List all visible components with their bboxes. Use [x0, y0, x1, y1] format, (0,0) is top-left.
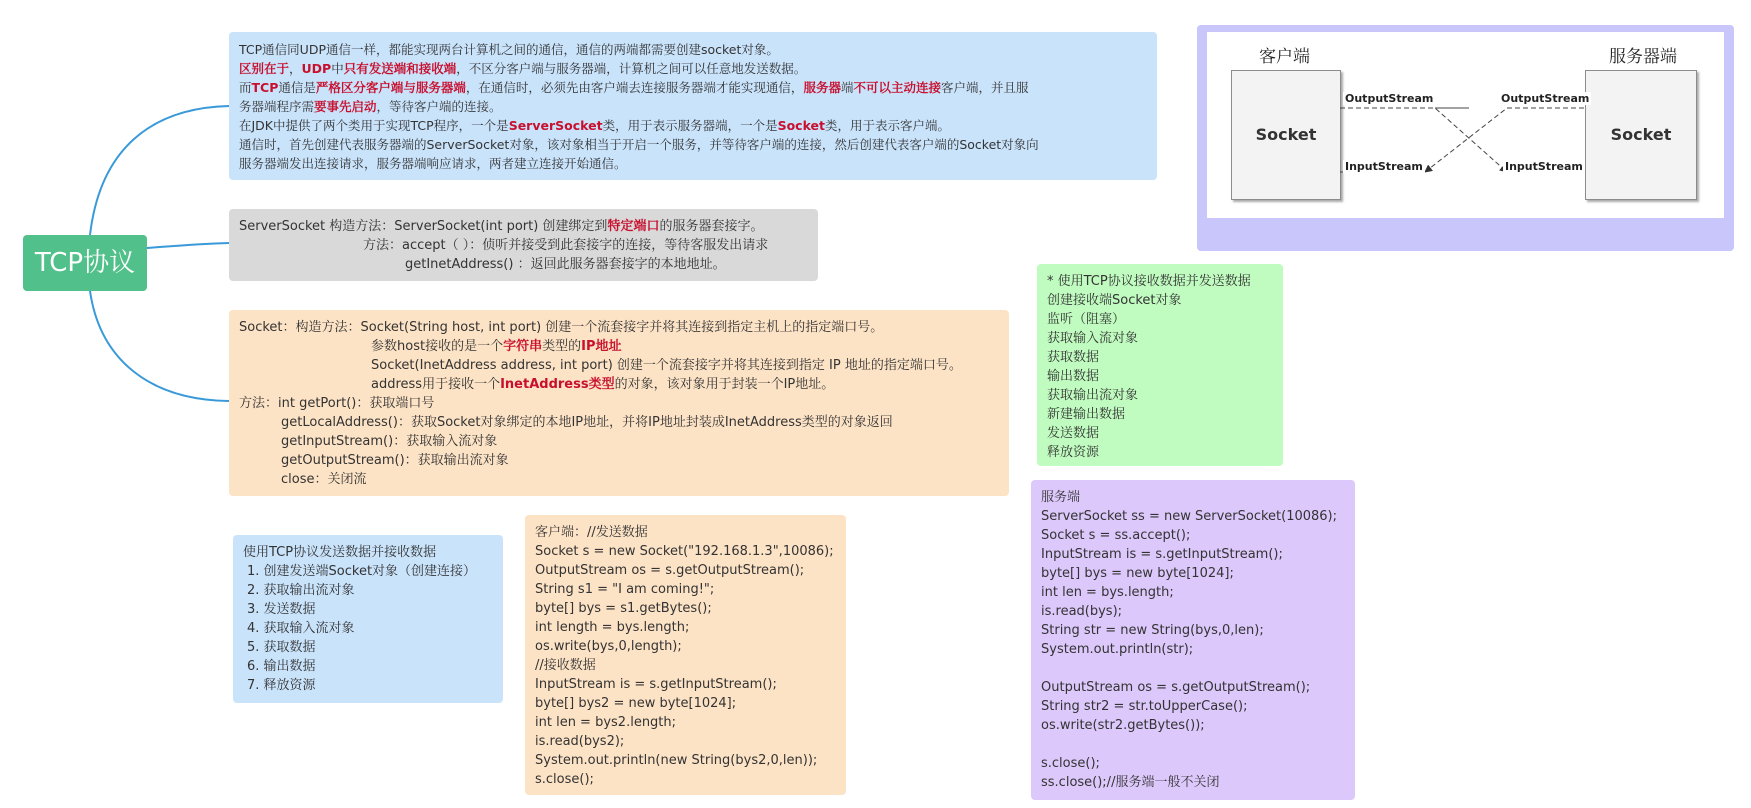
intro-text: 中 — [331, 61, 344, 76]
code-line: byte[] bys = new byte[1024]; — [1041, 566, 1234, 581]
socket-line-9: close：关闭流 — [281, 472, 367, 487]
socket-text: address用于接收一个 — [371, 377, 501, 392]
client-socket-box: Socket — [1231, 70, 1341, 200]
socket-text: 参数host接收的是一个 — [371, 339, 504, 354]
intro-emphasis: 区别在于 — [239, 61, 290, 76]
intro-text: ，不区分客户端与服务器端，计算机之间可以任意地发送数据。 — [456, 61, 807, 76]
code-line: //接收数据 — [535, 658, 596, 673]
code-line: int len = bys2.length; — [535, 715, 677, 730]
receive-steps-title: * 使用TCP协议接收数据并发送数据 — [1047, 274, 1251, 289]
socket-text: 类型的 — [542, 339, 582, 354]
client-code-note[interactable] — [525, 515, 846, 795]
list-item: 获取输出流对象 — [1047, 388, 1139, 403]
intro-text: 而 — [239, 80, 252, 95]
root-topic[interactable]: TCP协议 — [23, 235, 147, 291]
socket-line-4 — [239, 375, 999, 394]
list-item: 7. 释放资源 — [247, 678, 316, 693]
list-item: 获取输入流对象 — [1047, 331, 1139, 346]
list-item: 创建接收端Socket对象 — [1047, 293, 1182, 308]
code-line: ServerSocket ss = new ServerSocket(10086); — [1041, 509, 1338, 524]
code-line: is.read(bys); — [1041, 604, 1123, 619]
intro-text: 类，用于表示客户端。 — [825, 118, 951, 133]
serversocket-text: 的服务器套接字。 — [659, 219, 764, 234]
list-item: 4. 获取输入流对象 — [247, 621, 355, 636]
serversocket-text: ServerSocket 构造方法：ServerSocket(int port) 创建绑定到 — [239, 219, 608, 234]
intro-emphasis: 只有发送端和接收端 — [343, 61, 457, 76]
intro-text: ，在通信时，必须先由客户端去连接服务器端才能实现通信， — [465, 80, 804, 95]
send-steps-title: 使用TCP协议发送数据并接收数据 — [243, 545, 437, 560]
client-inputstream-label: InputStream — [1345, 160, 1423, 173]
intro-emphasis: UDP — [301, 61, 332, 76]
code-line: byte[] bys2 = new byte[1024]; — [535, 696, 737, 711]
intro-line-2 — [239, 59, 1147, 78]
intro-text: 端 — [840, 80, 854, 95]
code-line: ss.close();//服务端一般不关闭 — [1041, 775, 1220, 790]
socket-emphasis: InetAddress类型 — [500, 377, 615, 392]
intro-text: 通信是 — [278, 80, 316, 95]
code-line: int length = bys.length; — [535, 620, 690, 635]
code-line — [1041, 735, 1345, 754]
server-socket-box: Socket — [1585, 70, 1697, 200]
client-label: 客户端 — [1259, 47, 1310, 67]
server-label: 服务器端 — [1609, 47, 1677, 67]
list-item: 监听（阻塞） — [1047, 312, 1126, 327]
intro-line-7: 服务器端发出连接请求，服务器端响应请求，两者建立连接开始通信。 — [239, 156, 627, 171]
code-line: int len = bys.length; — [1041, 585, 1174, 600]
code-line: Socket s = new Socket("192.168.1.3",10086); — [535, 544, 834, 559]
intro-emphasis: TCP — [251, 80, 279, 95]
socket-line-5: 方法：int getPort()：获取端口号 — [239, 396, 435, 411]
code-line: InputStream is = s.getInputStream(); — [535, 677, 777, 692]
receive-steps-note[interactable] — [1037, 264, 1283, 466]
list-item: 获取数据 — [1047, 350, 1100, 365]
list-item: 5. 获取数据 — [247, 640, 316, 655]
intro-line-3 — [239, 78, 1147, 97]
client-outputstream-label: OutputStream — [1345, 92, 1434, 105]
code-line: byte[] bys = s1.getBytes(); — [535, 601, 712, 616]
list-item: 发送数据 — [1047, 426, 1100, 441]
serversocket-line-2: 方法：accept（ ）：侦听并接受到此套接字的连接，等待客服发出请求 — [363, 238, 769, 253]
intro-text: 务器端程序需 — [239, 99, 315, 114]
code-line: OutputStream os = s.getOutputStream(); — [535, 563, 805, 578]
send-steps-note[interactable] — [233, 535, 503, 703]
intro-text: 客户端，并且服 — [940, 80, 1029, 95]
list-item: 新建输出数据 — [1047, 407, 1126, 422]
intro-text: 在JDK中提供了两个类用于实现TCP程序，一个是 — [239, 118, 509, 133]
code-line: os.write(str2.getBytes()); — [1041, 718, 1205, 733]
stream-arrows — [1207, 32, 1724, 218]
intro-emphasis: Socket — [777, 118, 826, 133]
code-line: s.close(); — [1041, 756, 1100, 771]
socket-line-3: Socket(InetAddress address, int port) 创建一个流套接字并将其连接到指定 IP 地址的指定端口号。 — [371, 358, 962, 373]
code-line: os.write(bys,0,length); — [535, 639, 682, 654]
intro-note[interactable] — [229, 32, 1157, 180]
intro-emphasis: 严格区分客户端与服务器端 — [315, 80, 466, 95]
intro-text: 类，用于表示服务器端，一个是 — [602, 118, 778, 133]
code-line: System.out.println(str); — [1041, 642, 1194, 657]
intro-line-4 — [239, 97, 1147, 116]
list-item: 释放资源 — [1047, 445, 1100, 460]
socket-figure — [1207, 32, 1724, 218]
code-line: InputStream is = s.getInputStream(); — [1041, 547, 1283, 562]
code-line: s.close(); — [535, 772, 594, 787]
code-line: 服务端 — [1041, 490, 1081, 505]
socket-emphasis: 字符串 — [503, 339, 543, 354]
socket-line-2 — [239, 337, 999, 356]
server-inputstream-label: InputStream — [1505, 160, 1583, 173]
list-item: 2. 获取输出流对象 — [247, 583, 355, 598]
code-line: 客户端：//发送数据 — [535, 525, 648, 540]
intro-line-1: TCP通信同UDP通信一样，都能实现两台计算机之间的通信，通信的两端都需要创建socket对象。 — [239, 42, 779, 57]
intro-emphasis: 不可以主动连接 — [853, 80, 941, 95]
intro-line-5 — [239, 116, 1147, 135]
connector-socket — [90, 291, 229, 401]
code-line: String str2 = str.toUpperCase(); — [1041, 699, 1248, 714]
socket-text: 的对象，该对象用于封装一个IP地址。 — [614, 377, 835, 392]
code-line: OutputStream os = s.getOutputStream(); — [1041, 680, 1311, 695]
serversocket-note[interactable] — [229, 209, 818, 281]
list-item: 6. 输出数据 — [247, 659, 316, 674]
code-line: String str = new String(bys,0,len); — [1041, 623, 1264, 638]
intro-line-6: 通信时，首先创建代表服务器端的ServerSocket对象，该对象相当于开启一个服务，并等待客户端的连接，然后创建代表客户端的Socket对象向 — [239, 137, 1039, 152]
connector-serversocket — [147, 243, 229, 248]
server-code-note[interactable] — [1031, 480, 1355, 800]
serversocket-emphasis: 特定端口 — [607, 219, 660, 234]
list-item: 1. 创建发送端Socket对象（创建连接） — [247, 564, 477, 579]
intro-emphasis: 要事先启动 — [314, 99, 377, 114]
code-line: String s1 = "I am coming!"; — [535, 582, 715, 597]
intro-text: ， — [289, 61, 302, 76]
socket-emphasis: IP地址 — [581, 339, 622, 354]
serversocket-line-3: getInetAddress() ：返回此服务器套接字的本地地址。 — [405, 257, 726, 272]
intro-emphasis: 服务器 — [803, 80, 841, 95]
code-line — [1041, 659, 1345, 678]
intro-text: ，等待客户端的连接。 — [376, 99, 502, 114]
connector-intro — [90, 106, 229, 235]
intro-emphasis: ServerSocket — [508, 118, 603, 133]
list-item: 3. 发送数据 — [247, 602, 316, 617]
socket-line-8: getOutputStream()：获取输出流对象 — [281, 453, 509, 468]
code-line: Socket s = ss.accept(); — [1041, 528, 1191, 543]
socket-line-7: getInputStream()：获取输入流对象 — [281, 434, 498, 449]
server-outputstream-label: OutputStream — [1501, 92, 1590, 105]
code-line: is.read(bys2); — [535, 734, 625, 749]
list-item: 输出数据 — [1047, 369, 1100, 384]
socket-line-6: getLocalAddress()：获取Socket对象绑定的本地IP地址，并将IP地址封装成InetAddress类型的对象返回 — [281, 415, 893, 430]
socket-line-1: Socket：构造方法：Socket(String host, int port) 创建一个流套接字并将其连接到指定主机上的指定端口号。 — [239, 320, 884, 335]
code-line: System.out.println(new String(bys2,0,len)); — [535, 753, 818, 768]
socket-note[interactable] — [229, 310, 1009, 496]
serversocket-line-1 — [239, 217, 808, 236]
